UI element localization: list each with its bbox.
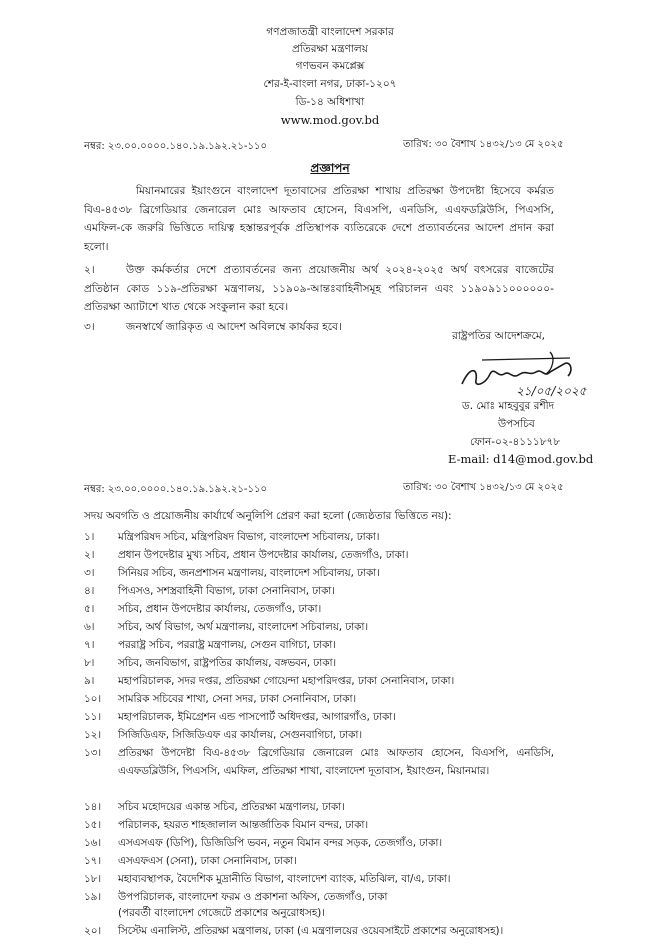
list-item: ১৫। পরিচালক, হযরত শাহজালাল আন্তর্জাতিক বিমান বন্দর, ঢাকা।	[84, 819, 368, 831]
list-item: ১৮। মহাব্যবস্থাপক, বৈদেশিক মুদ্রানীতি বিভাগ, বাংলাদেশ ব্যাংক, মতিঝিল, বা/এ, ঢাকা।	[84, 873, 451, 885]
paragraph-1-text: মিয়ানমারের ইয়াংগুনে বাংলাদেশ দূতাবাসের প্রতিরক্ষা শাখায় প্রতিরক্ষা উপদেষ্টা হিসেবে কর্মরত বিএ-৪৫৩৮ ব্রিগেডিয়ার জেনারেল মোঃ আফতাব হোসেন, বিএসপি, এনডিসি, এএফডব্লিউসি, পিএসসি, এমফিল-কে জরুরি ভিত্তিতে দায়িত্ব হস্তান্তরপূর্বক প্রতিস্থাপক ব্যতিরেকে দেশে প্রত্যাবর্তনের আদেশ প্রদান করা হলো।	[84, 185, 554, 253]
list-item: ৩। সিনিয়র সচিব, জনপ্রশাসন মন্ত্রণালয়, বাংলাদেশ সচিবালয়, ঢাকা।	[84, 567, 380, 579]
list-item: ১২। সিজিডিএফ, সিজিডিএফ এর কার্যালয়, সেগুনবাগিচা, ঢাকা।	[84, 729, 363, 741]
paragraph-2-text: উক্ত কর্মকর্তার দেশে প্রত্যাবর্তনের জন্য প্রয়োজনীয় অর্থ ২০২৪-২০২৫ অর্থ বৎসরের বাজেটের প্রতিষ্ঠান কোড ১১৯-প্রতিরক্ষা মন্ত্রণালয়, ১১৯০৯-আন্তঃবাহিনীসমূহ পরিচালন এবং ১১৯০৯১১০০০০০০-প্রতিরক্ষা অ্যাটাশে খাত থেকে সংকুলান করা হবে।	[84, 264, 554, 313]
copy-memo-date: তারিখ: ৩০ বৈশাখ ১৪৩২/১৩ মে ২০২৫	[403, 482, 564, 493]
list-item: ১০। সামরিক সচিবের শাখা, সেনা সদর, ঢাকা সেনানিবাস, ঢাকা।	[84, 693, 357, 705]
copy-intro: সদয় অবগতি ও প্রয়োজনীয় কার্যার্থে অনুলিপি প্রেরণ করা হলো (জ্যেষ্ঠতার ভিত্তিতে নয়):	[84, 510, 452, 522]
header-address: শের-ই-বাংলা নগর, ঢাকা-১২০৭	[263, 78, 397, 90]
signatory-name: ড. মোঃ মাহবুবুর রশীদ	[462, 400, 555, 412]
paragraph-2-number: ২।	[84, 264, 95, 276]
header-website: www.mod.gov.bd	[280, 113, 380, 127]
header-complex: গণভবন কমপ্লেক্স	[295, 60, 365, 72]
handwritten-signature	[452, 344, 602, 400]
paragraph-1	[84, 182, 554, 256]
list-item: ১৭। এসএফএস (সেনা), ঢাকা সেনানিবাস, ঢাকা।	[84, 855, 297, 867]
list-item: ১৪। সচিব মহোদয়ের একান্ত সচিব, প্রতিরক্ষা মন্ত্রণালয়, ঢাকা।	[84, 801, 345, 813]
signatory-phone: ফোন-০২-৪১১১৮৭৮	[470, 436, 561, 448]
list-item: ১। মন্ত্রিপরিষদ সচিব, মন্ত্রিপরিষদ বিভাগ, বাংলাদেশ সচিবালয়, ঢাকা।	[84, 531, 380, 543]
list-item: ৭। পররাষ্ট্র সচিব, পররাষ্ট্র মন্ত্রণালয়, সেগুন বাগিচা, ঢাকা।	[84, 639, 336, 651]
memo-date: তারিখ: ৩০ বৈশাখ ১৪৩২/১৩ মে ২০২৫	[403, 139, 564, 150]
header-branch: ডি-১৪ অধিশাখা	[295, 96, 365, 108]
list-item: ১১। মহাপরিচালক, ইমিগ্রেশন এন্ড পাসপোর্ট অধিদপ্তর, আগারগাঁও, ঢাকা।	[84, 711, 396, 723]
list-item: ৪। পিএসও, সশস্ত্রবাহিনী বিভাগ, ঢাকা সেনানিবাস, ঢাকা।	[84, 585, 335, 597]
notification-title: প্রজ্ঞাপন	[310, 161, 350, 175]
paragraph-3-text: জনস্বার্থে জারিকৃত এ আদেশ অবিলম্বে কার্যকর হবে।	[126, 321, 342, 333]
memo-number: নম্বর: ২৩.০০.০০০০.১৪০.১৯.১৯২.২১-১১০	[84, 141, 268, 152]
signatory-designation: উপসচিব	[498, 418, 535, 430]
signature-date: ২১/০৫/২০২৫	[516, 384, 587, 398]
president-order-line: রাষ্ট্রপতির আদেশক্রমে,	[452, 330, 545, 342]
list-item: ৮। সচিব, জনবিভাগ, রাষ্ট্রপতির কার্যালয়, বঙ্গভবন, ঢাকা।	[84, 657, 337, 669]
list-item: ২০। সিস্টেম এনালিস্ট, প্রতিরক্ষা মন্ত্রণালয়, ঢাকা (এ মন্ত্রণালয়ের ওয়েবসাইটে প্রকাশের অনুরোধসহ)।	[84, 925, 504, 937]
list-item: ৯। মহাপরিচালক, সদর দপ্তর, প্রতিরক্ষা গোয়েন্দা মহাপরিদপ্তর, ঢাকা সেনানিবাস, ঢাকা।	[84, 675, 455, 687]
list-item: ১৩। প্রতিরক্ষা উপদেষ্টা বিএ-৪৫৩৮ ব্রিগেডিয়ার জেনারেল মোঃ আফতাব হোসেন, বিএসপি, এনডিসি, এএফডব্লিউসি, পিএসসি, এমফিল, প্রতিরক্ষা শাখা, বাংলাদেশ দূতাবাস, ইয়াংগুন, মিয়ানমার।	[84, 747, 554, 777]
list-item: ১৬। এসএসএফ (ডিপি), ডিজিডিপি ভবন, নতুন বিমান বন্দর সড়ক, তেজগাঁও, ঢাকা।	[84, 837, 443, 849]
list-item: ৫। সচিব, প্রধান উপদেষ্টার কার্যালয়, তেজগাঁও, ঢাকা।	[84, 603, 322, 615]
paragraph-3-number: ৩।	[84, 321, 95, 333]
signatory-email: E-mail: d14@mod.gov.bd	[448, 452, 594, 466]
paragraph-2	[84, 261, 554, 317]
copy-memo-number: নম্বর: ২৩.০০.০০০০.১৪০.১৯.১৯২.২১-১১০	[84, 484, 268, 495]
list-item: ১৯। উপপরিচালক, বাংলাদেশ ফরম ও প্রকাশনা অফিস, তেজগাঁও, ঢাকা	[84, 891, 388, 903]
header-government: গণপ্রজাতন্ত্রী বাংলাদেশ সরকার	[266, 26, 394, 38]
list-item-continuation: (পরবর্তী বাংলাদেশ গেজেটে প্রকাশের অনুরোধসহ)।	[118, 907, 325, 919]
header-ministry: প্রতিরক্ষা মন্ত্রণালয়	[292, 43, 368, 55]
list-item: ২। প্রধান উপদেষ্টার মুখ্য সচিব, প্রধান উপদেষ্টার কার্যালয়, তেজগাঁও, ঢাকা।	[84, 549, 409, 561]
list-item: ৬। সচিব, অর্থ বিভাগ, অর্থ মন্ত্রণালয়, বাংলাদেশ সচিবালয়, ঢাকা।	[84, 621, 369, 633]
